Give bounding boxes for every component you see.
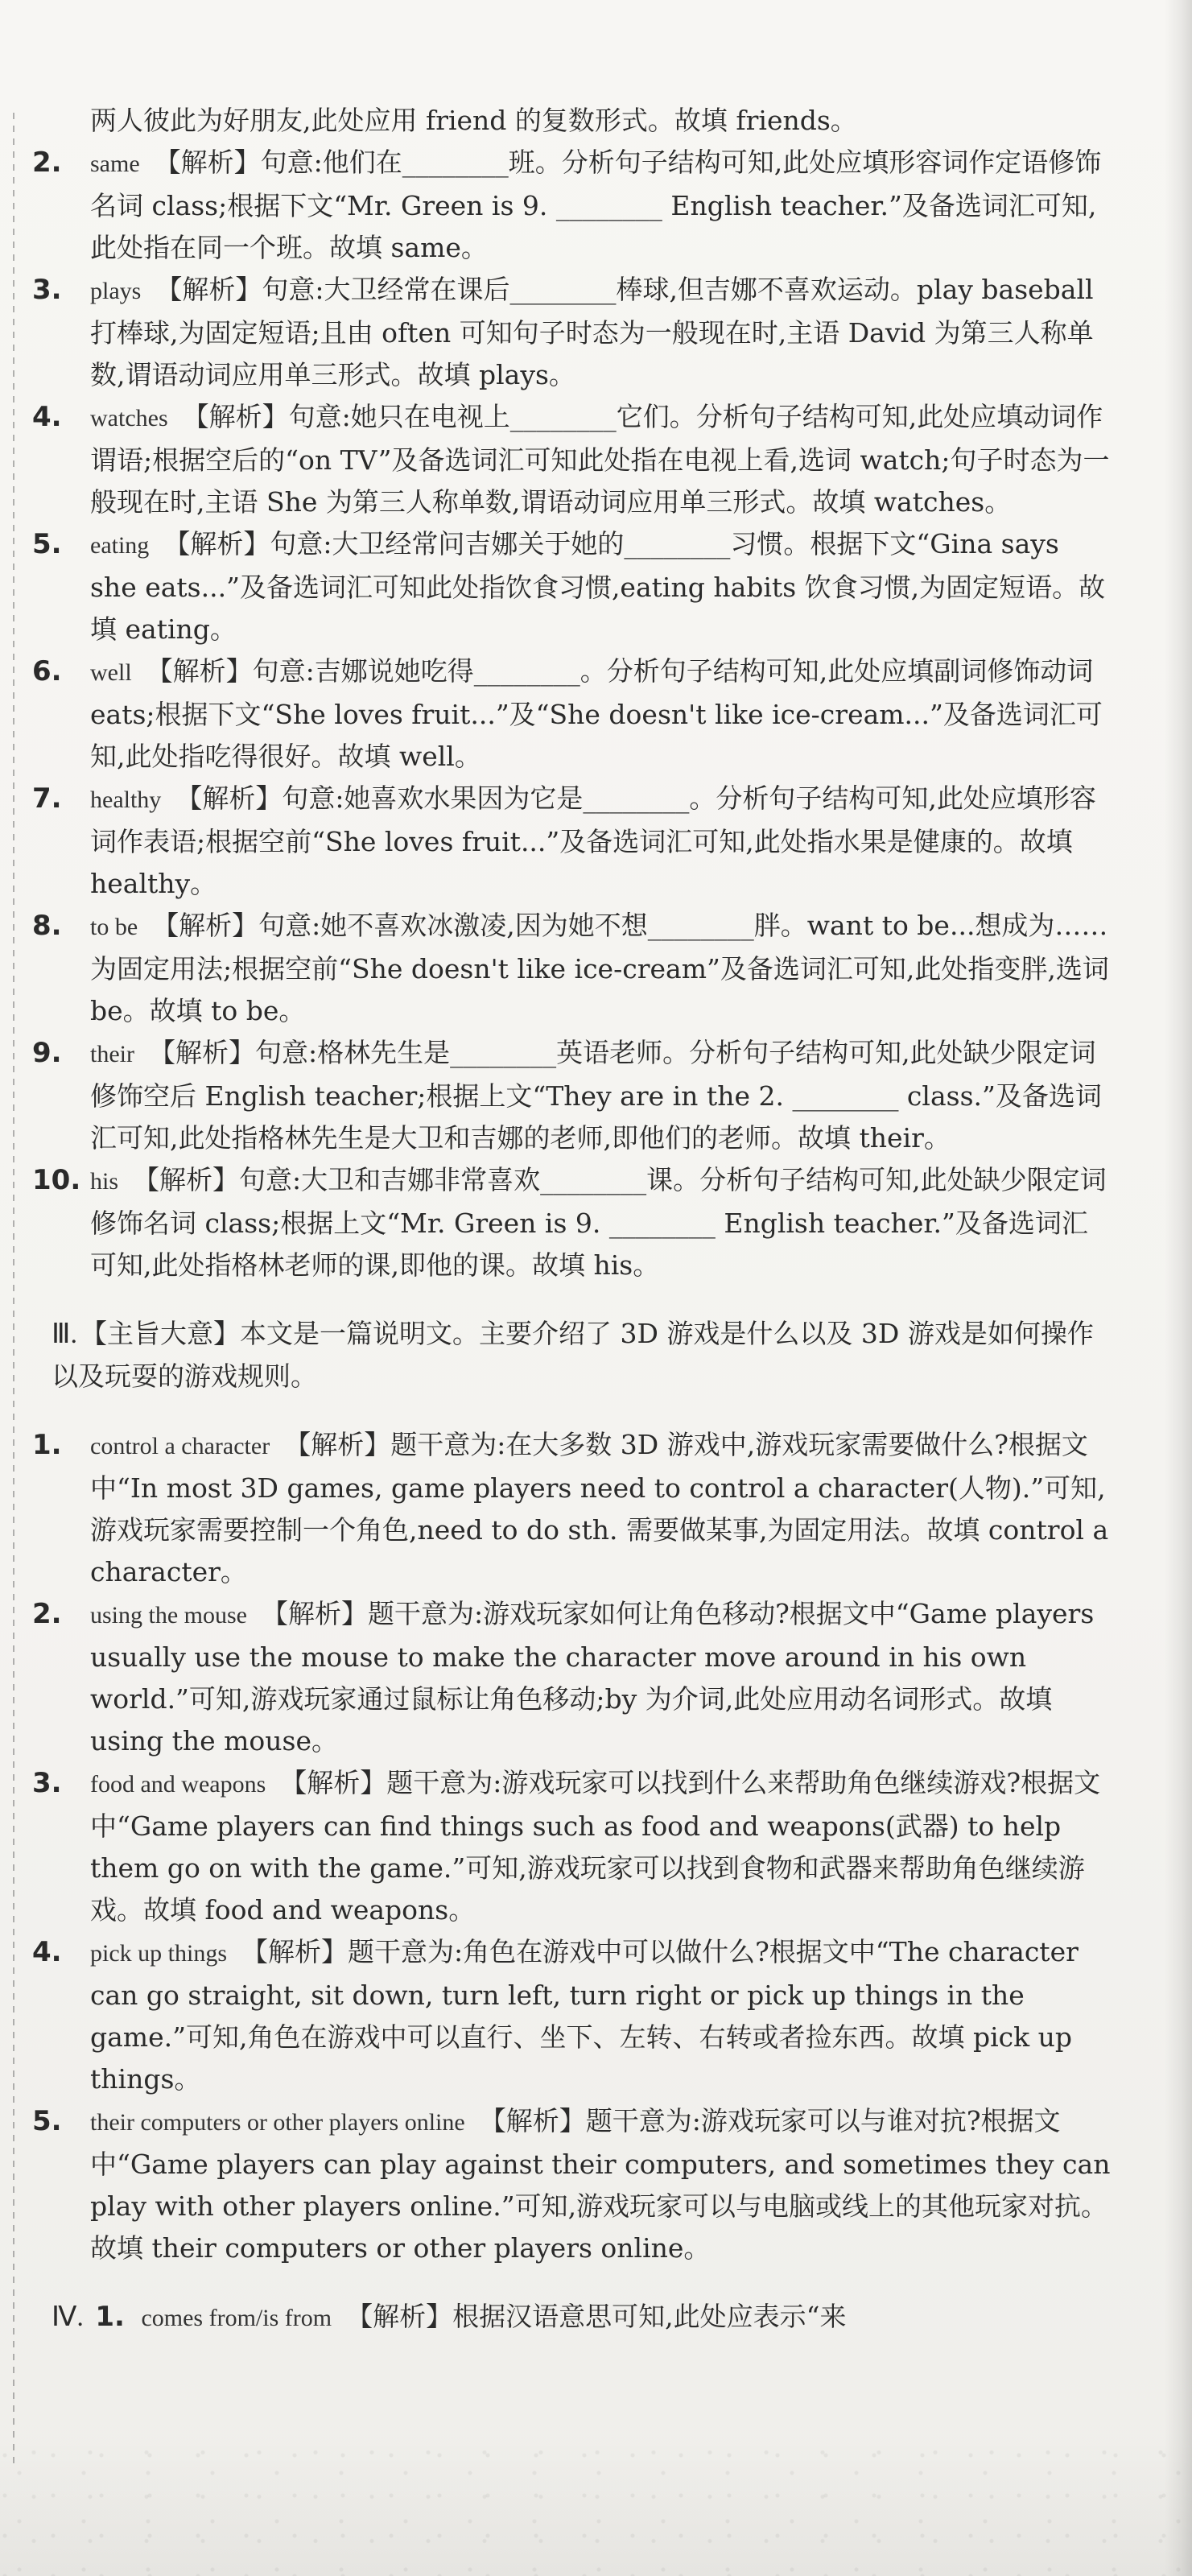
item-number: 9. [32,1037,62,1069]
item-text: 【解析】句意:她不喜欢冰激凌,因为她不想________胖。want to be...想成为……为固定用法;根据空前“She doesn't like ice-cream”及备选词汇可知,此处指变胖,选词 be。故填 to be。 [90,910,1109,1026]
item-answer: healthy [90,786,162,813]
item-text: 【解析】根据汉语意思可知,此处应表示“来 [346,2301,847,2332]
answer-item-1-continuation [32,100,1111,142]
answer-item-3 [32,269,1111,396]
page-edge-shadow [1165,0,1192,2576]
item-answer: their [90,1041,134,1067]
answer-item-6 [32,650,1111,778]
section-4-item-1 [32,2296,1111,2339]
item-number: 7. [32,782,62,815]
item-number: 1. [95,2301,125,2333]
item-number: 2. [32,1598,62,1630]
item-text: 【解析】题干意为:在大多数 3D 游戏中,游戏玩家需要做什么?根据文中“In most 3D games, game players need to control a character(人物).”可知,游戏玩家需要控制一个角色,need to do sth. 需要做某事,为固定用法。故填 control a character。 [90,1429,1109,1587]
page-bottom-texture [0,2439,1192,2576]
item-text: 两人彼此为好朋友,此处应用 friend 的复数形式。故填 friends。 [90,105,857,136]
answer-item-4 [32,396,1111,523]
answer-item-2 [32,142,1111,269]
item-answer: his [90,1168,119,1195]
item-number: 10. [32,1164,81,1196]
section-3-item-1 [32,1424,1111,1593]
item-answer: to be [90,914,138,940]
item-number: 5. [32,2105,62,2137]
item-text: 【解析】题干意为:角色在游戏中可以做什么?根据文中“The character can go straight, sit down, turn left, turn right or pick up things in the game.”可知,角色在游戏中可以直行、坐下、左转、右转或者捡东西。故填 pick up things。 [90,1936,1079,2095]
item-text: 【解析】句意:大卫和吉娜非常喜欢________课。分析句子结构可知,此处缺少限定词修饰名词 class;根据上文“Mr. Green is 9. ________ English teacher.”及备选词汇可知,此处指格林老师的课,即他的课。故填 his。 [90,1164,1107,1281]
section-3-header [32,1313,1111,1397]
item-text: 【解析】题干意为:游戏玩家可以找到什么来帮助角色继续游戏?根据文中“Game players can find things such as food and weapons(武器) to help them go on with the game.”可知,游戏玩家可以找到食物和武器来帮助角色继续游戏。故填 food and weapons。 [90,1767,1101,1926]
item-text: 【解析】句意:大卫经常问吉娜关于她的________习惯。根据下文“Gina says she eats...”及备选词汇可知此处指饮食习惯,eating habits 饮食习惯,为固定短语。故填 eating。 [90,528,1106,645]
answer-item-5 [32,523,1111,650]
item-answer: using the mouse [90,1602,247,1629]
section-summary: 【主旨大意】本文是一篇说明文。主要介绍了 3D 游戏是什么以及 3D 游戏是如何操作以及玩耍的游戏规则。 [52,1318,1094,1392]
item-number: 3. [32,274,62,306]
section-3-item-2 [32,1593,1111,1762]
item-answer: same [90,151,140,177]
section-3-item-4 [32,1931,1111,2100]
item-answer: food and weapons [90,1771,266,1798]
item-text: 【解析】句意:大卫经常在课后________棒球,但吉娜不喜欢运动。play baseball 打棒球,为固定短语;且由 often 可知句子时态为一般现在时,主语 David 为第三人称单数,谓语动词应用单三形式。故填 plays。 [90,274,1094,390]
item-number: 1. [32,1429,62,1461]
answer-item-10 [32,1159,1111,1286]
item-answer: pick up things [90,1940,227,1967]
item-answer: well [90,659,132,686]
item-answer: control a character [90,1433,270,1459]
item-text: 【解析】句意:她只在电视上________它们。分析句子结构可知,此处应填动词作谓语;根据空后的“on TV”及备选词汇可知此处指在电视上看,选词 watch;句子时态为一般现在时,主语 She 为第三人称单数,谓语动词应用单三形式。故填 watches。 [90,401,1110,518]
item-number: 6. [32,655,62,687]
item-number: 8. [32,910,62,942]
fold-line [13,113,14,2463]
section-3-item-3 [32,1762,1111,1931]
item-number: 4. [32,1936,62,1968]
item-text: 【解析】句意:他们在________班。分析句子结构可知,此处应填形容词作定语修饰名词 class;根据下文“Mr. Green is 9. ________ English teacher.”及备选词汇可知,此处指在同一个班。故填 same。 [90,147,1102,263]
item-number: 3. [32,1767,62,1799]
item-answer: eating [90,532,150,559]
item-number: 2. [32,147,62,179]
section-3-item-5 [32,2100,1111,2269]
answer-item-9 [32,1032,1111,1159]
item-answer: plays [90,278,142,304]
section-number: Ⅲ. [52,1319,77,1349]
item-text: 【解析】句意:她喜欢水果因为它是________。分析句子结构可知,此处应填形容词作表语;根据空前“She loves fruit...”及备选词汇可知,此处指水果是健康的。故填 healthy。 [90,782,1096,899]
item-number: 4. [32,401,62,433]
item-answer: their computers or other players online [90,2109,465,2136]
item-text: 【解析】句意:格林先生是________英语老师。分析句子结构可知,此处缺少限定词修饰空后 English teacher;根据上文“They are in the 2. ________ class.”及备选词汇可知,此处指格林先生是大卫和吉娜的老师,即他们的老师。故填 their。 [90,1037,1102,1154]
item-answer: watches [90,405,168,431]
section-number: Ⅳ. [52,2302,84,2332]
answer-item-8 [32,905,1111,1032]
answer-content [32,100,1111,2366]
item-text: 【解析】题干意为:游戏玩家可以与谁对抗?根据文中“Game players can play against their computers, and sometimes they can play with other players online.”可知,游戏玩家可以与电脑或线上的其他玩家对抗。故填 their computers or other players online。 [90,2105,1111,2264]
item-number: 5. [32,528,62,560]
answer-item-7 [32,778,1111,905]
item-text: 【解析】题干意为:游戏玩家如何让角色移动?根据文中“Game players usually use the mouse to make the character move around in his own world.”可知,游戏玩家通过鼠标让角色移动;by 为介词,此处应用动名词形式。故填 using the mouse。 [90,1598,1095,1757]
item-answer: comes from/is from [141,2305,332,2331]
item-text: 【解析】句意:吉娜说她吃得________。分析句子结构可知,此处应填副词修饰动词 eats;根据下文“She loves fruit...”及“She doesn't like ice-cream...”及备选词汇可知,此处指吃得很好。故填 well。 [90,655,1103,772]
